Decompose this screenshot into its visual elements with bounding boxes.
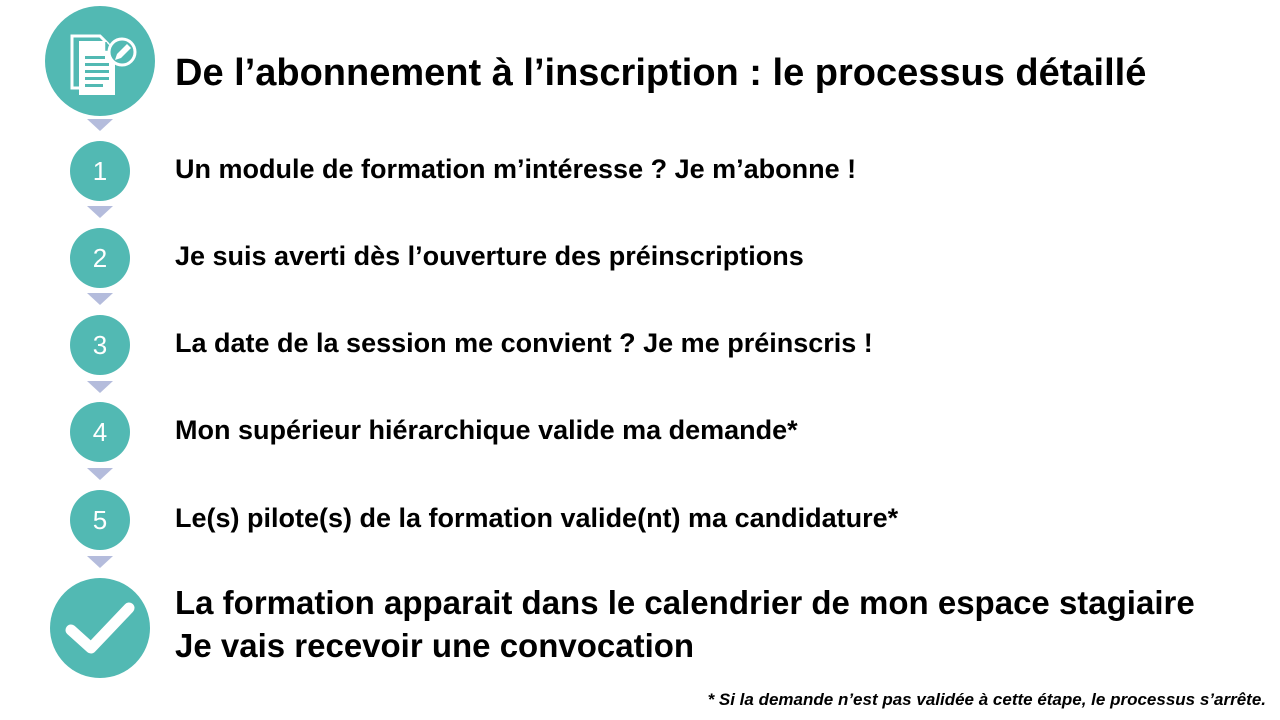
step-5-text: Le(s) pilote(s) de la formation valide(nt) ma candidature* — [175, 503, 899, 533]
step-5-circle — [70, 490, 130, 550]
step-number: 1 — [92, 155, 108, 186]
step-1-circle — [70, 141, 130, 201]
step-1-text: Un module de formation m’intéresse ? Je m’abonne ! — [175, 154, 857, 184]
step-4-circle — [70, 402, 130, 462]
step-4-text: Mon supérieur hiérarchique valide ma demande* — [175, 415, 798, 445]
step-2-text: Je suis averti dès l’ouverture des préinscriptions — [175, 241, 804, 271]
checkmark-icon — [65, 598, 135, 658]
step-2-circle — [70, 228, 130, 288]
document-edit-icon — [60, 26, 140, 96]
arrow-down-icon — [87, 119, 113, 131]
arrow-down-icon — [87, 381, 113, 393]
final-circle — [50, 578, 150, 678]
step-number: 3 — [92, 329, 108, 360]
step-3-circle — [70, 315, 130, 375]
arrow-down-icon — [87, 206, 113, 218]
final-text-line-2: Je vais recevoir une convocation — [175, 627, 695, 664]
document-circle — [45, 6, 155, 116]
step-number: 5 — [92, 504, 108, 535]
footnote: * Si la demande n’est pas validée à cette étape, le processus s’arrête. — [707, 690, 1266, 709]
arrow-down-icon — [87, 556, 113, 568]
arrow-down-icon — [87, 293, 113, 305]
step-3-text: La date de la session me convient ? Je me préinscris ! — [175, 328, 873, 358]
step-number: 4 — [92, 416, 108, 447]
page-title: De l’abonnement à l’inscription : le processus détaillé — [175, 52, 1147, 94]
step-number: 2 — [92, 242, 108, 273]
arrow-down-icon — [87, 468, 113, 480]
final-text-line-1: La formation apparait dans le calendrier de mon espace stagiaire — [175, 584, 1195, 621]
